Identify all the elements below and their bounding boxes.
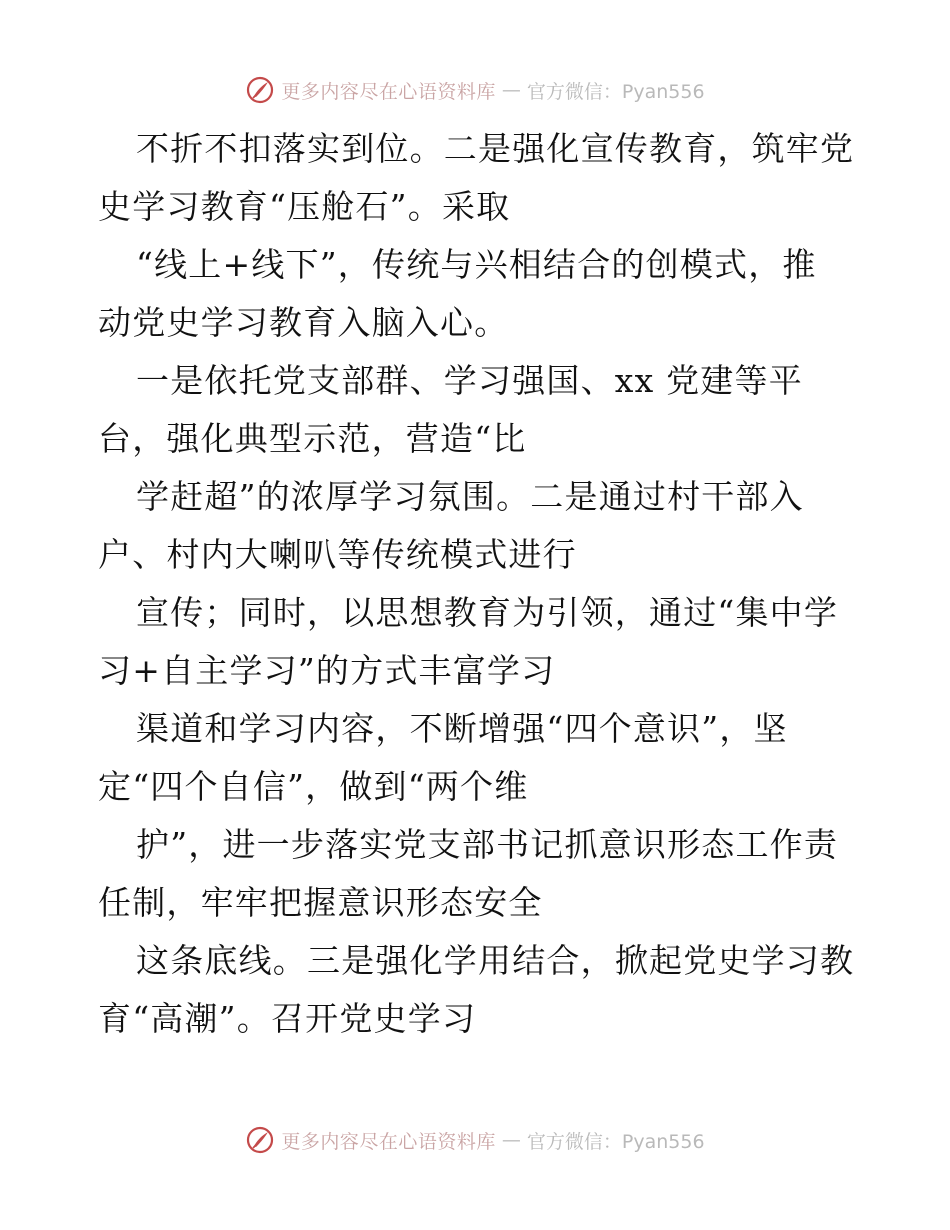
body-line: 育“高潮”。召开党史学习 [98, 999, 477, 1038]
body-line: 护”，进一步落实党支部书记抓意识形态工作责 [136, 825, 839, 864]
body-line: “线上+线下”，传统与兴相结合的创模式，推 [136, 245, 817, 284]
body-line: 渠道和学习内容，不断增强“四个意识”，坚 [136, 709, 788, 748]
body-line: 台，强化典型示范，营造“比 [98, 419, 527, 458]
body-line: 习+自主学习”的方式丰富学习 [98, 651, 556, 690]
watermark-separator: — [501, 1129, 521, 1151]
watermark-text: 更多内容尽在心语资料库 [281, 80, 496, 103]
watermark-contact: 官方微信：Pyan556 [526, 80, 705, 103]
body-line: 动党史学习教育入脑入心。 [98, 303, 509, 342]
watermark-text: 更多内容尽在心语资料库 [281, 1130, 496, 1153]
watermark-contact: 官方微信：Pyan556 [526, 1130, 705, 1153]
body-line: 定“四个自信”，做到“两个维 [98, 767, 529, 806]
document-body [98, 120, 858, 1048]
body-line: 史学习教育“压舱石”。采取 [98, 187, 511, 226]
body-line: 任制，牢牢把握意识形态安全 [98, 883, 543, 922]
body-line: 户、村内大喇叭等传统模式进行 [98, 535, 577, 574]
quill-logo-icon [245, 75, 275, 105]
body-line: 宣传；同时，以思想教育为引领，通过“集中学 [136, 593, 839, 632]
body-line: 学赶超”的浓厚学习氛围。二是通过村干部入 [136, 477, 804, 516]
quill-logo-icon [245, 1125, 275, 1155]
body-line: 不折不扣落实到位。二是强化宣传教育，筑牢党 [136, 129, 855, 168]
body-line: 这条底线。三是强化学用结合，掀起党史学习教 [136, 941, 855, 980]
header-watermark [0, 72, 950, 108]
body-line: 一是依托党支部群、学习强国、xx 党建等平 [136, 361, 803, 400]
footer-watermark [0, 1122, 950, 1158]
watermark-separator: — [501, 79, 521, 101]
